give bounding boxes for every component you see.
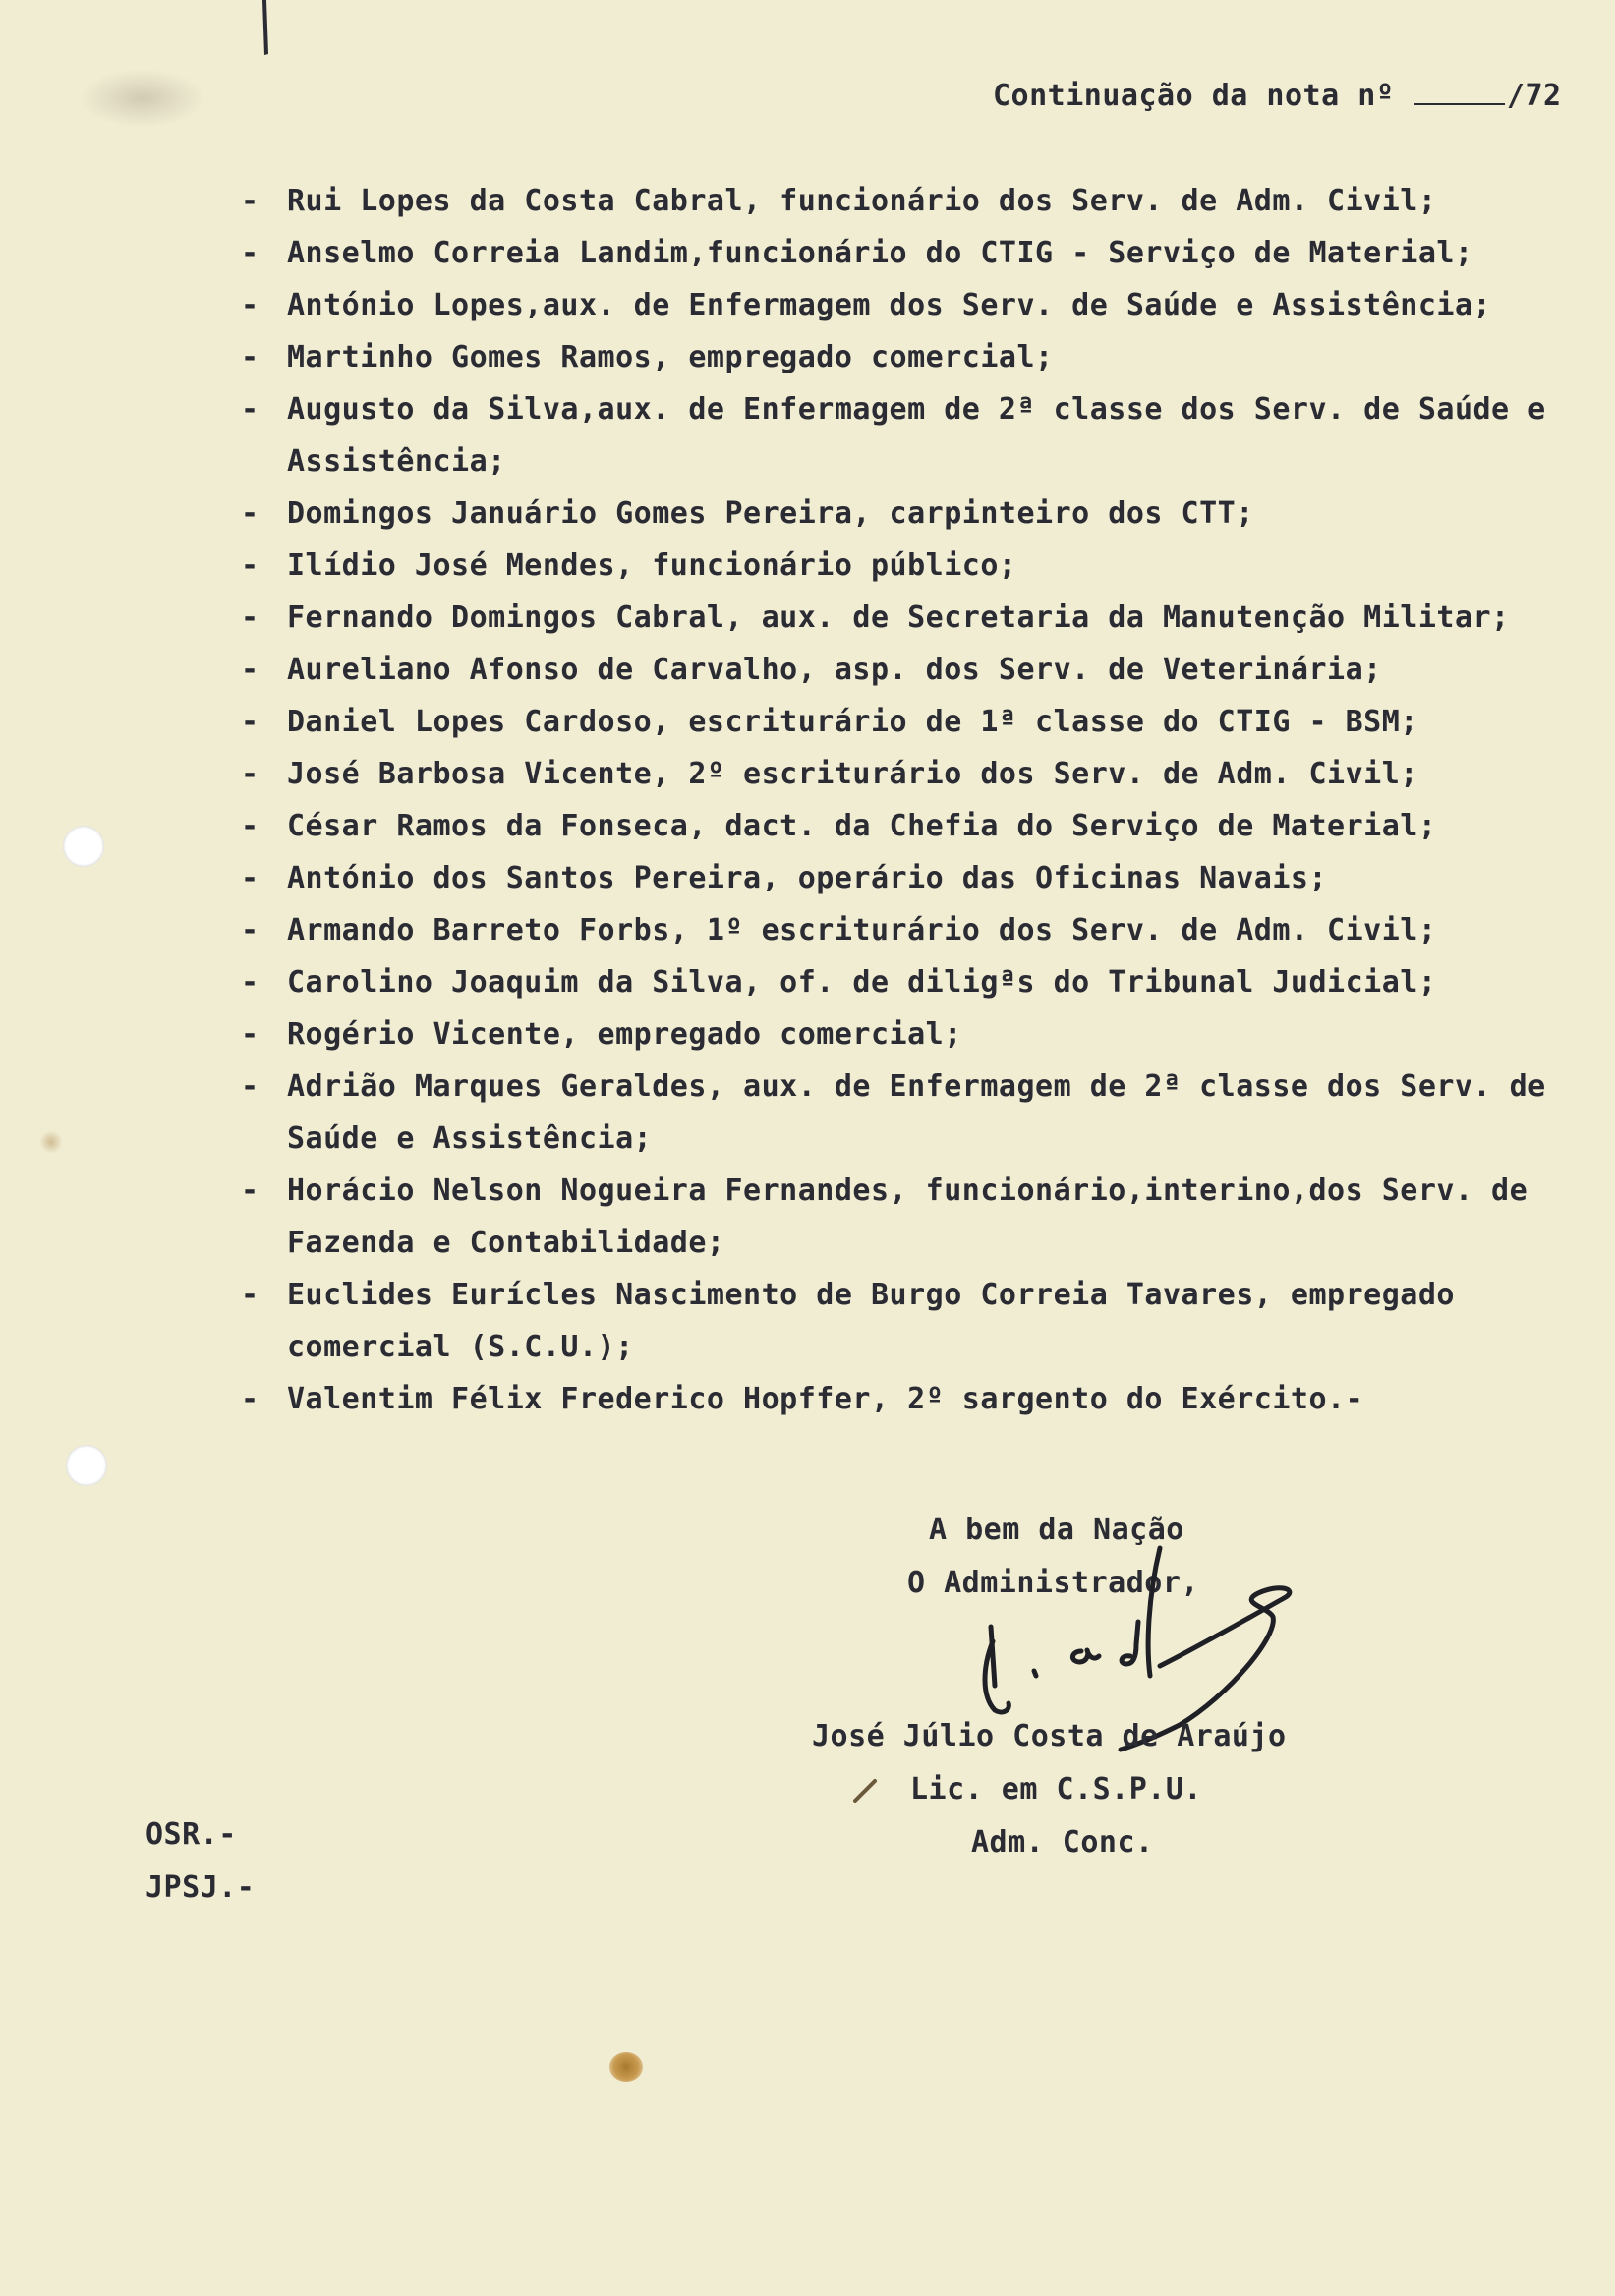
list-item [241, 696, 1597, 748]
list-item-text: António dos Santos Pereira, operário das Oficinas Navais; [287, 861, 1328, 895]
list-item-text: Horácio Nelson Nogueira Fernandes, funcionário,interino,dos Serv. de Fazenda e Contabilidade; [287, 1174, 1528, 1260]
list-item-text: Aureliano Afonso de Carvalho, asp. dos Serv. de Veterinária; [287, 653, 1382, 687]
list-item [241, 1373, 1597, 1425]
pen-tick [851, 1775, 881, 1805]
list-dash: - [241, 548, 260, 583]
signatory-name: José Júlio Costa de Araújo [812, 1719, 1287, 1753]
list-dash: - [241, 601, 260, 635]
list-item [241, 227, 1597, 279]
list-item-text: Euclides Eurícles Nascimento de Burgo Correia Tavares, empregado comercial (S.C.U.); [287, 1278, 1455, 1364]
list-item-text: António Lopes,aux. de Enfermagem dos Serv. de Saúde e Assistência; [287, 288, 1492, 322]
list-item-text: Domingos Januário Gomes Pereira, carpinteiro dos CTT; [287, 496, 1254, 531]
list-item [241, 1165, 1597, 1269]
list-item [241, 488, 1597, 540]
list-item-text: Anselmo Correia Landim,funcionário do CTIG - Serviço de Material; [287, 236, 1473, 270]
list-dash: - [241, 392, 260, 427]
list-item [241, 383, 1597, 488]
note-header [993, 79, 1562, 113]
staple-mark [251, 0, 280, 59]
punch-hole [63, 826, 104, 867]
header-prefix: Continuação da nota nº [993, 79, 1395, 113]
list-item [241, 175, 1597, 227]
list-dash: - [241, 1069, 260, 1104]
list-item-text: Ilídio José Mendes, funcionário público; [287, 548, 1017, 583]
list-dash: - [241, 809, 260, 843]
list-dash: - [241, 861, 260, 895]
stain-mark [39, 1130, 63, 1154]
list-item-text: Daniel Lopes Cardoso, escriturário de 1ª classe do CTIG - BSM; [287, 705, 1418, 739]
list-dash: - [241, 757, 260, 791]
punch-hole [66, 1445, 107, 1486]
note-number-suffix: /72 [1506, 79, 1562, 113]
list-item-text: José Barbosa Vicente, 2º escriturário dos Serv. de Adm. Civil; [287, 757, 1418, 791]
list-item-text: Carolino Joaquim da Silva, of. de diligªs do Tribunal Judicial; [287, 965, 1437, 1000]
signatory-block [812, 1710, 1287, 1869]
list-dash: - [241, 496, 260, 531]
list-item-text: Fernando Domingos Cabral, aux. de Secretaria da Manutenção Militar; [287, 601, 1510, 635]
list-item-text: Martinho Gomes Ramos, empregado comercial; [287, 340, 1054, 374]
list-item [241, 1061, 1597, 1165]
list-dash: - [241, 184, 260, 218]
list-dash: - [241, 1017, 260, 1052]
list-dash: - [241, 1174, 260, 1208]
list-dash: - [241, 1382, 260, 1416]
list-item [241, 956, 1597, 1008]
personnel-list [241, 175, 1597, 1425]
list-item-text: Adrião Marques Geraldes, aux. de Enfermagem de 2ª classe dos Serv. de Saúde e Assistência; [287, 1069, 1546, 1156]
list-item-text: Rui Lopes da Costa Cabral, funcionário dos Serv. de Adm. Civil; [287, 184, 1437, 218]
list-item [241, 331, 1597, 383]
list-item [241, 279, 1597, 331]
list-dash: - [241, 705, 260, 739]
list-item [241, 748, 1597, 800]
list-item-text: Rogério Vicente, empregado comercial; [287, 1017, 962, 1052]
list-item [241, 540, 1597, 592]
list-item [241, 904, 1597, 956]
stain-mark [609, 2052, 643, 2082]
reference-jpsj: JPSJ.- [145, 1870, 256, 1905]
signatory-title: Adm. Conc. [971, 1825, 1154, 1860]
list-item [241, 1008, 1597, 1061]
list-item-text: Valentim Félix Frederico Hopffer, 2º sargento do Exército.- [287, 1382, 1364, 1416]
list-item [241, 592, 1597, 644]
list-dash: - [241, 288, 260, 322]
list-item [241, 800, 1597, 852]
list-item-text: Augusto da Silva,aux. de Enfermagem de 2ª classe dos Serv. de Saúde e Assistência; [287, 392, 1546, 479]
closing-role: O Administrador, [907, 1566, 1199, 1600]
note-number-blank [1414, 84, 1505, 105]
list-dash: - [241, 1278, 260, 1312]
signatory-degree: Lic. em C.S.P.U. [910, 1772, 1202, 1807]
list-item [241, 644, 1597, 696]
list-item [241, 1269, 1597, 1373]
list-dash: - [241, 653, 260, 687]
list-dash: - [241, 236, 260, 270]
list-dash: - [241, 913, 260, 947]
list-item-text: Armando Barreto Forbs, 1º escriturário dos Serv. de Adm. Civil; [287, 913, 1437, 947]
reference-osr: OSR.- [145, 1817, 237, 1852]
list-item [241, 852, 1597, 904]
list-item-text: César Ramos da Fonseca, dact. da Chefia do Serviço de Material; [287, 809, 1437, 843]
list-dash: - [241, 340, 260, 374]
reference-initials [145, 1808, 255, 1915]
list-dash: - [241, 965, 260, 1000]
closing-salutation: A bem da Nação [929, 1513, 1184, 1547]
stain-mark [79, 69, 206, 128]
